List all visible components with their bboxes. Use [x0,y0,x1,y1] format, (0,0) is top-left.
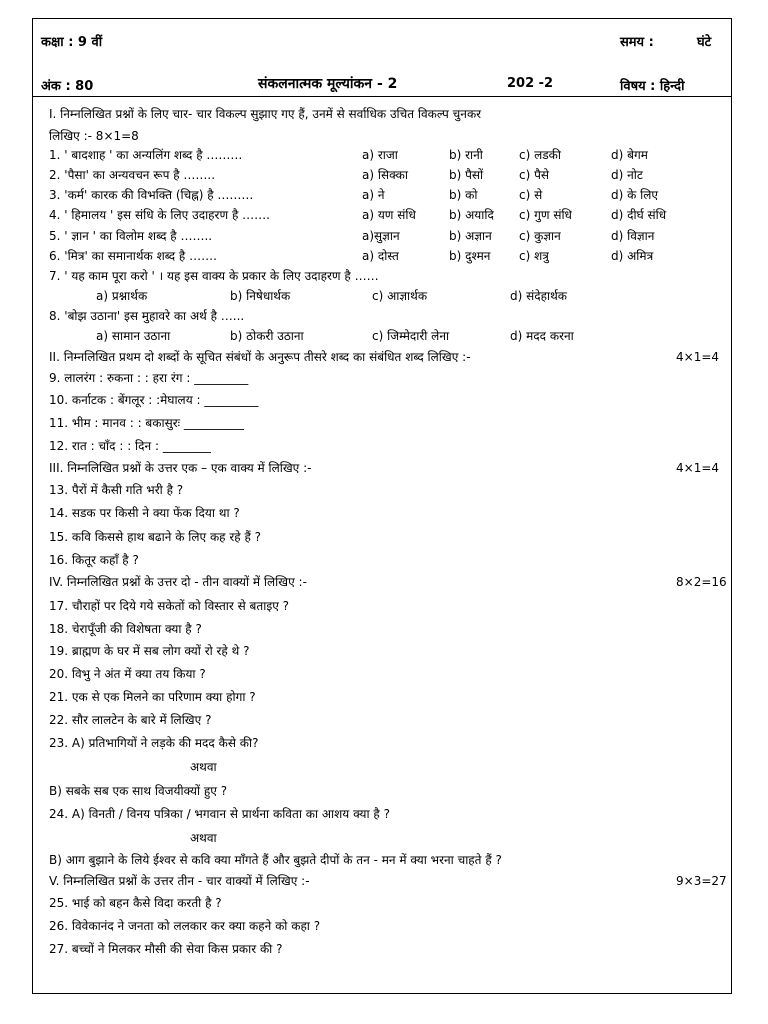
line-text: 20. विभु ने अंत में क्या तय किया ? [49,667,206,681]
line-text: 17. चौराहों पर दिये गये सकेतों को विस्तार से बताइए ? [49,599,290,613]
or-label: अथवा [190,760,217,774]
line-text: 2. 'पैसा' का अन्यवचन रूप है …….. [49,168,216,182]
option-a: a) प्रश्नार्थक [96,289,148,303]
line-text: B) आग बुझाने के लिये ईश्वर से कवि क्या माँगते हैं और बुझते दीपों के तन - मन में क्या भरना चाहते हैं ? [49,853,502,867]
option-a: a) ने [362,188,385,202]
or-label: अथवा [190,831,217,845]
line-text: V. निम्नलिखित प्रश्नों के उत्तर तीन - चार वाक्यों में लिखिए :- [49,874,310,888]
option-b: b) अज्ञान [449,229,492,243]
option-a: a)सुज्ञान [362,229,400,243]
option-d: d) नोट [611,168,643,182]
line-text: 13. पैरों में कैसी गति भरी है ? [49,483,184,497]
marks-text: 9×3=27 [676,874,727,888]
option-a: a) यण संधि [362,208,416,222]
option-b: b) रानी [449,148,483,162]
line-text: 14. सडक पर किसी ने क्या फेंक दिया था ? [49,506,240,520]
marks-text: 4×1=4 [676,350,720,364]
option-c: c) कुज्ञान [519,229,561,243]
line-text: 18. चेरापूँजी की विशेषता क्या है ? [49,622,202,636]
line-text: IV. निम्नलिखित प्रश्नों के उत्तर दो - तीन वाक्यों में लिखिए :- [49,575,307,589]
option-d: d) दीर्घ संधि [611,208,667,222]
line-text: 3. 'कर्म' कारक की विभक्ति (चिह्न) है ……… [49,188,254,202]
marks-text: 8×2=16 [676,575,727,589]
exam-title: संकलनात्मक मूल्यांकन - 2 [258,76,398,92]
time-label: समय : [620,35,654,50]
option-c: c) जिम्मेदारी लेना [372,329,450,343]
class-label: कक्षा : 9 वीं [41,35,103,50]
line-text: 16. कितूर कहाँ है ? [49,553,139,567]
marks-label: अंक : 80 [41,79,94,94]
line-text: 1. ' बादशाह ' का अन्यलिंग शब्द है ……… [49,148,243,162]
line-text: 8. 'बोझ उठाना' इस मुहावरे का अर्थ है …... [49,309,245,323]
line-text: 22. सौर लालटेन के बारे में लिखिए ? [49,713,212,727]
line-text: II. निम्नलिखित प्रथम दो शब्दों के सूचित संबंधों के अनुरूप तीसरे शब्द का संबंधित शब्द लिखिए :- [49,350,471,364]
time-unit: घंटे [697,35,712,50]
line-text: लिखिए :- 8×1=8 [49,129,139,143]
line-text: 25. भाई को बहन कैसे विदा करती है ? [49,896,222,910]
line-text: 6. 'मित्र' का समानार्थक शब्द है ……. [49,249,217,263]
line-text: 7. ' यह काम पूरा करो ' । यह इस वाक्य के प्रकार के लिए उदाहरण है …… [49,269,379,283]
line-text: B) सबके सब एक साथ विजयीक्यों हुए ? [49,784,228,798]
option-c: c) पैसे [519,168,550,182]
option-b: b) ठोकरी उठाना [230,329,304,343]
option-d: d) के लिए [611,188,659,202]
line-text: 9. लालरंग : रुकना : : हरा रंग : _________ [49,371,249,385]
line-text: 21. एक से एक मिलने का परिणाम क्या होगा ? [49,690,256,704]
option-b: b) अयादि [449,208,494,222]
line-text: 11. भीम : मानव : : बकासुरः __________ [49,416,244,430]
line-text: 19. ब्राह्मण के घर में सब लोग क्यों रो रहे थे ? [49,644,250,658]
line-text: 4. ' हिमालय ' इस संधि के लिए उदाहरण है ……. [49,208,270,222]
option-b: b) निषेधार्थक [230,289,291,303]
line-text: 26. विवेकानंद ने जनता को ललकार कर क्या कहने को कहा ? [49,919,321,933]
option-a: a) दोस्त [362,249,399,263]
option-b: b) दुश्मन [449,249,491,263]
line-text: 12. रात : चाँद : : दिन : ________ [49,439,211,453]
option-d: d) बेगम [611,148,648,162]
option-d: d) मदद करना [510,329,574,343]
option-b: b) पैसों [449,168,484,182]
option-c: c) से [519,188,543,202]
line-text: 10. कर्नाटक : बेंगलूर : :मेघालय : _________ [49,393,259,407]
line-text: 24. A) विनती / विनय पत्रिका / भगवान से प्रार्थना कविता का आशय क्या है ? [49,807,390,821]
line-text: III. निम्नलिखित प्रश्नों के उत्तर एक – एक वाक्य में लिखिए :- [49,461,312,475]
option-c: c) आज्ञार्थक [372,289,428,303]
option-b: b) को [449,188,478,202]
option-a: a) सिक्का [362,168,408,182]
option-c: c) शत्रु [519,249,549,263]
option-c: c) लडकी [519,148,561,162]
line-text: I. निम्नलिखित प्रश्नों के लिए चार- चार विकल्प सुझाए गए हैं, उनमें से सर्वाधिक उचित विकल्प चुनकर [49,107,482,121]
line-text: 23. A) प्रतिभागियों ने लड़के की मदद कैसे की? [49,736,259,750]
option-c: c) गुण संधि [519,208,572,222]
exam-year: 202 -2 [507,76,554,91]
option-d: d) विज्ञान [611,229,655,243]
option-a: a) सामान उठाना [96,329,171,343]
subject-label: विषय : हिन्दी [620,79,685,94]
line-text: 27. बच्चों ने मिलकर मौसी की सेवा किस प्रकार की ? [49,942,283,956]
option-d: d) संदेहार्थक [510,289,567,303]
option-a: a) राजा [362,148,398,162]
line-text: 5. ' ज्ञान ' का विलोम शब्द है …….. [49,229,213,243]
option-d: d) अमित्र [611,249,654,263]
line-text: 15. कवि किससे हाथ बढाने के लिए कह रहे हैं ? [49,530,262,544]
marks-text: 4×1=4 [676,461,720,475]
